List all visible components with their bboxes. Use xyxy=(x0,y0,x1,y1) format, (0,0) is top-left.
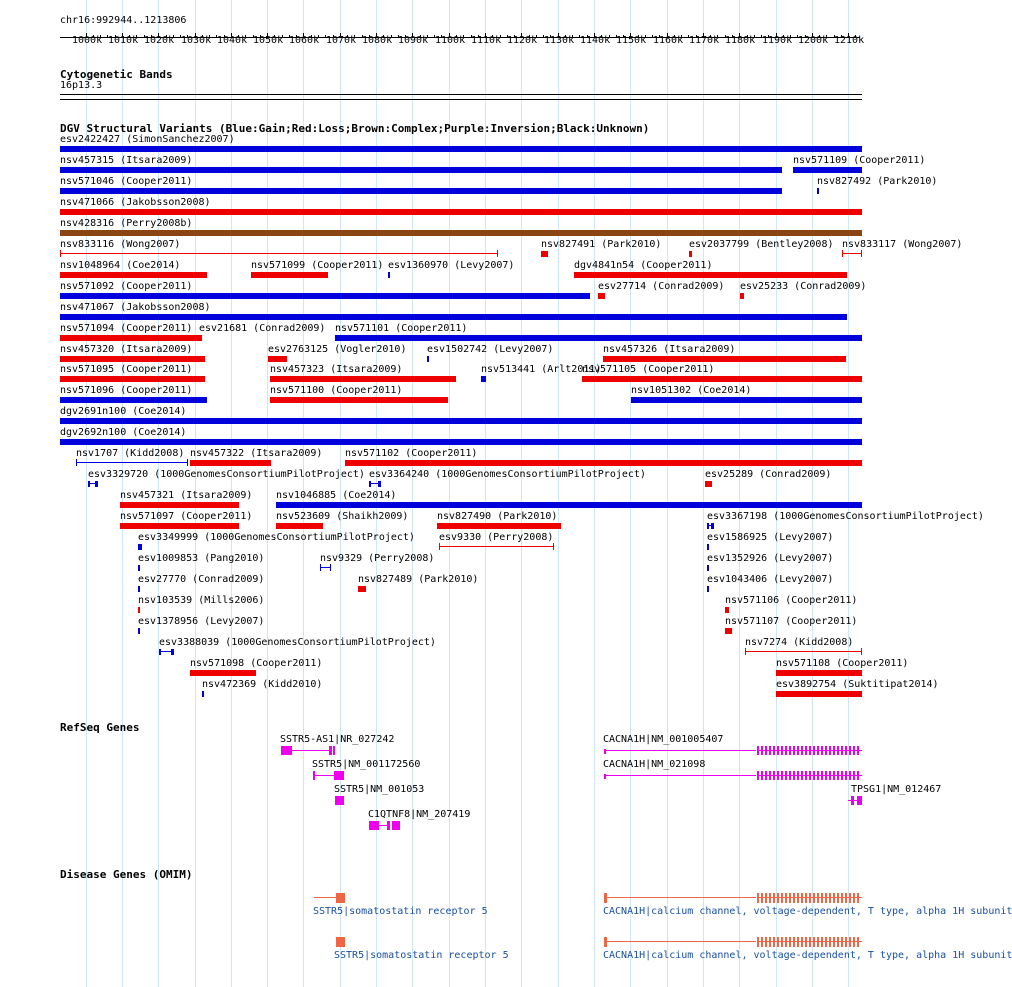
sv-feature-cap[interactable] xyxy=(60,250,61,257)
disease-gene-exon[interactable] xyxy=(809,893,811,903)
ruler-tick-label: 1070k xyxy=(326,35,357,46)
disease-gene-exon[interactable] xyxy=(604,937,607,947)
disease-gene-exon[interactable] xyxy=(801,937,803,947)
sv-label[interactable]: nsv571102 (Cooper2011) xyxy=(345,448,478,459)
sv-feature-bar[interactable] xyxy=(358,586,366,592)
sv-label[interactable]: esv1352926 (Levy2007) xyxy=(707,553,834,564)
sv-feature-bar[interactable] xyxy=(138,586,140,592)
gene-label[interactable]: C1QTNF8|NM_207419 xyxy=(368,809,471,820)
disease-gene-intron[interactable] xyxy=(314,897,336,898)
disease-gene-exon[interactable] xyxy=(853,893,855,903)
sv-label[interactable]: esv3388039 (1000GenomesConsortiumPilotProject) xyxy=(159,637,436,648)
sv-feature-cap[interactable] xyxy=(76,459,77,466)
ruler-tick-label: 1150k xyxy=(616,35,647,46)
disease-gene-exon[interactable] xyxy=(793,893,795,903)
sv-label[interactable]: esv2422427 (SimonSanchez2007) xyxy=(60,134,235,145)
sv-feature-bar[interactable] xyxy=(345,460,862,466)
sv-label[interactable]: nsv571094 (Cooper2011) xyxy=(60,323,193,334)
sv-label[interactable]: nsv1046885 (Coe2014) xyxy=(276,490,397,501)
sv-feature-bar[interactable] xyxy=(689,251,692,257)
ruler-tick-label: 1130k xyxy=(544,35,575,46)
disease-gene-exon[interactable] xyxy=(825,893,827,903)
sv-label[interactable]: esv21681 (Conrad2009) xyxy=(199,323,326,334)
sv-feature-bar[interactable] xyxy=(120,523,239,529)
cytoband-band-top[interactable] xyxy=(60,94,862,95)
gene-exon[interactable] xyxy=(335,796,344,805)
sv-feature-bar[interactable] xyxy=(707,544,709,550)
sv-label[interactable]: nsv471066 (Jakobsson2008) xyxy=(60,197,211,208)
sv-label[interactable]: nsv571105 (Cooper2011) xyxy=(582,364,715,375)
region-label: chr16:992944..1213806 xyxy=(60,15,187,26)
sv-label[interactable]: nsv571096 (Cooper2011) xyxy=(60,385,193,396)
sv-feature-line[interactable] xyxy=(842,253,862,254)
disease-gene-exon[interactable] xyxy=(789,937,791,947)
sv-feature-line[interactable] xyxy=(60,253,498,254)
sv-label[interactable]: nsv523609 (Shaikh2009) xyxy=(276,511,409,522)
sv-feature-line[interactable] xyxy=(76,462,188,463)
cytoband-label: 16p13.3 xyxy=(60,80,103,91)
sv-feature-bar[interactable] xyxy=(60,418,862,424)
sv-feature-bar[interactable] xyxy=(268,356,287,362)
gene-exon[interactable] xyxy=(281,746,292,755)
gene-exon[interactable] xyxy=(369,821,379,830)
sv-feature-bar[interactable] xyxy=(60,314,847,320)
sv-label[interactable]: nsv833116 (Wong2007) xyxy=(60,239,181,250)
sv-feature-cap[interactable] xyxy=(330,564,331,571)
sv-feature-bar[interactable] xyxy=(190,460,271,466)
sv-feature-line[interactable] xyxy=(439,546,553,547)
sv-feature-bar[interactable] xyxy=(276,523,323,529)
ruler-tick-label: 1190k xyxy=(762,35,793,46)
disease-gene-exon[interactable] xyxy=(849,893,851,903)
track-title-refseq[interactable]: RefSeq Genes xyxy=(60,721,140,734)
gene-exon[interactable] xyxy=(387,821,390,830)
disease-gene-intron[interactable] xyxy=(757,941,862,942)
sv-label[interactable]: nsv571108 (Cooper2011) xyxy=(776,658,909,669)
disease-gene-exon[interactable] xyxy=(825,937,827,947)
ruler-tick-label: 1050k xyxy=(253,35,284,46)
disease-gene-exon[interactable] xyxy=(777,937,779,947)
sv-label[interactable]: nsv471067 (Jakobsson2008) xyxy=(60,302,211,313)
sv-feature-bar[interactable] xyxy=(60,335,201,341)
sv-feature-cap[interactable] xyxy=(439,543,440,550)
sv-feature-bar[interactable] xyxy=(60,230,862,236)
disease-gene-exon[interactable] xyxy=(841,893,843,903)
sv-feature-cap[interactable] xyxy=(842,250,843,257)
ruler-tick-label: 1110k xyxy=(471,35,502,46)
disease-gene-exon[interactable] xyxy=(773,937,775,947)
sv-label[interactable]: nsv457326 (Itsara2009) xyxy=(603,344,736,355)
disease-gene-exon[interactable] xyxy=(821,893,823,903)
gene-label[interactable]: SSTR5|NM_001053 xyxy=(334,784,425,795)
disease-gene-exon[interactable] xyxy=(781,893,783,903)
sv-label[interactable]: nsv571099 (Cooper2011) xyxy=(251,260,384,271)
sv-feature-bar[interactable] xyxy=(138,628,140,634)
disease-gene-exon[interactable] xyxy=(757,937,759,947)
ruler-tick-label: 1000k xyxy=(72,35,103,46)
sv-feature-bar[interactable] xyxy=(335,335,862,341)
disease-gene-intron[interactable] xyxy=(606,941,756,942)
disease-gene-exon[interactable] xyxy=(785,893,787,903)
gene-exon[interactable] xyxy=(333,746,335,755)
sv-feature-bar[interactable] xyxy=(199,335,202,341)
disease-gene-exon[interactable] xyxy=(817,937,819,947)
disease-gene-exon[interactable] xyxy=(813,937,815,947)
sv-label[interactable]: esv2037799 (Bentley2008) xyxy=(689,239,834,250)
sv-label[interactable]: nsv7274 (Kidd2008) xyxy=(745,637,854,648)
disease-gene-exon[interactable] xyxy=(769,893,771,903)
disease-gene-label[interactable]: SSTR5|somatostatin receptor 5 xyxy=(334,950,509,961)
sv-feature-cap[interactable] xyxy=(745,648,746,655)
sv-feature-bar[interactable] xyxy=(60,146,862,152)
track-title-dgv[interactable]: DGV Structural Variants (Blue:Gain;Red:Loss;Brown:Complex;Purple:Inversion;Black:Unknown) xyxy=(60,122,650,135)
disease-gene-exon[interactable] xyxy=(785,937,787,947)
sv-feature-cap[interactable] xyxy=(553,543,554,550)
disease-gene-exon[interactable] xyxy=(336,893,345,903)
disease-gene-exon[interactable] xyxy=(805,937,807,947)
disease-gene-label[interactable]: CACNA1H|calcium channel, voltage-dependent, T type, alpha 1H subunit xyxy=(603,950,1012,961)
gene-exon[interactable] xyxy=(329,746,332,755)
sv-feature-bar[interactable] xyxy=(138,544,142,550)
ruler-tick-label: 1040k xyxy=(217,35,248,46)
sv-label[interactable]: esv2763125 (Vogler2010) xyxy=(268,344,407,355)
sv-feature-bar[interactable] xyxy=(437,523,561,529)
gene-intron[interactable] xyxy=(757,750,862,751)
sv-label[interactable]: nsv1051302 (Coe2014) xyxy=(631,385,752,396)
sv-feature-bar[interactable] xyxy=(60,293,590,299)
disease-gene-intron[interactable] xyxy=(606,897,756,898)
sv-feature-line[interactable] xyxy=(745,651,862,652)
sv-label[interactable]: esv3892754 (Suktitipat2014) xyxy=(776,679,939,690)
disease-gene-exon[interactable] xyxy=(761,937,763,947)
sv-label[interactable]: nsv457321 (Itsara2009) xyxy=(120,490,253,501)
sv-feature-bar[interactable] xyxy=(190,670,256,676)
sv-label[interactable]: dgv2691n100 (Coe2014) xyxy=(60,406,187,417)
ruler-tick-label: 1170k xyxy=(689,35,720,46)
disease-gene-exon[interactable] xyxy=(801,893,803,903)
sv-label[interactable]: esv25289 (Conrad2009) xyxy=(705,469,832,480)
disease-gene-exon[interactable] xyxy=(809,937,811,947)
sv-label[interactable]: nsv571107 (Cooper2011) xyxy=(725,616,858,627)
sv-feature-block[interactable] xyxy=(369,481,371,487)
sv-feature-bar[interactable] xyxy=(707,565,709,571)
sv-label[interactable]: nsv827491 (Park2010) xyxy=(541,239,662,250)
sv-feature-block[interactable] xyxy=(707,523,709,529)
sv-label[interactable]: nsv571095 (Cooper2011) xyxy=(60,364,193,375)
sv-label[interactable]: esv25233 (Conrad2009) xyxy=(740,281,867,292)
sv-feature-bar[interactable] xyxy=(138,607,140,613)
cytoband-band-bottom[interactable] xyxy=(60,99,862,100)
disease-gene-exon[interactable] xyxy=(833,937,835,947)
sv-feature-bar[interactable] xyxy=(603,356,846,362)
sv-feature-bar[interactable] xyxy=(740,293,744,299)
disease-gene-exon[interactable] xyxy=(777,893,779,903)
sv-label[interactable]: esv1360970 (Levy2007) xyxy=(388,260,515,271)
gene-label[interactable]: SSTR5|NM_001172560 xyxy=(312,759,421,770)
sv-feature-bar[interactable] xyxy=(270,376,456,382)
disease-gene-label[interactable]: SSTR5|somatostatin receptor 5 xyxy=(313,906,488,917)
sv-feature-cap[interactable] xyxy=(861,250,862,257)
ruler-tick-label: 1210k xyxy=(834,35,865,46)
disease-gene-exon[interactable] xyxy=(805,893,807,903)
track-title-omim[interactable]: Disease Genes (OMIM) xyxy=(60,868,193,881)
sv-label[interactable]: nsv428316 (Perry2008b) xyxy=(60,218,193,229)
sv-label[interactable]: nsv571101 (Cooper2011) xyxy=(335,323,468,334)
gene-exon[interactable] xyxy=(334,771,344,780)
disease-gene-exon[interactable] xyxy=(817,893,819,903)
sv-feature-bar[interactable] xyxy=(793,167,862,173)
sv-feature-bar[interactable] xyxy=(427,356,429,362)
gene-intron[interactable] xyxy=(292,750,332,751)
disease-gene-exon[interactable] xyxy=(841,937,843,947)
disease-gene-exon[interactable] xyxy=(789,893,791,903)
sv-feature-bar[interactable] xyxy=(574,272,847,278)
track-title-cytobands[interactable]: Cytogenetic Bands xyxy=(60,68,173,81)
sv-label[interactable]: esv27770 (Conrad2009) xyxy=(138,574,265,585)
sv-label[interactable]: dgv2692n100 (Coe2014) xyxy=(60,427,187,438)
sv-label[interactable]: nsv1048964 (Coe2014) xyxy=(60,260,181,271)
sv-feature-bar[interactable] xyxy=(776,670,862,676)
sv-feature-bar[interactable] xyxy=(60,397,207,403)
disease-gene-exon[interactable] xyxy=(857,937,859,947)
disease-gene-exon[interactable] xyxy=(797,937,799,947)
disease-gene-exon[interactable] xyxy=(837,893,839,903)
sv-label[interactable]: nsv571100 (Cooper2011) xyxy=(270,385,403,396)
sv-label[interactable]: esv1586925 (Levy2007) xyxy=(707,532,834,543)
sv-feature-block[interactable] xyxy=(711,523,714,529)
sv-feature-cap[interactable] xyxy=(187,459,188,466)
sv-feature-bar[interactable] xyxy=(60,272,207,278)
sv-feature-block[interactable] xyxy=(88,481,90,487)
ruler-tick-label: 1060k xyxy=(289,35,320,46)
sv-label[interactable]: nsv571109 (Cooper2011) xyxy=(793,155,926,166)
gene-intron[interactable] xyxy=(606,775,756,776)
sv-label[interactable]: nsv827489 (Park2010) xyxy=(358,574,479,585)
sv-label[interactable]: nsv472369 (Kidd2010) xyxy=(202,679,323,690)
gene-exon[interactable] xyxy=(392,821,400,830)
gene-exon[interactable] xyxy=(857,796,862,805)
disease-gene-exon[interactable] xyxy=(793,937,795,947)
gene-label[interactable]: SSTR5-AS1|NR_027242 xyxy=(280,734,395,745)
disease-gene-exon[interactable] xyxy=(769,937,771,947)
disease-gene-exon[interactable] xyxy=(797,893,799,903)
ruler-tick-label: 1010k xyxy=(108,35,139,46)
sv-feature-bar[interactable] xyxy=(251,272,328,278)
gene-label[interactable]: CACNA1H|NM_001005407 xyxy=(603,734,724,745)
sv-feature-block[interactable] xyxy=(159,649,161,655)
disease-gene-exon[interactable] xyxy=(604,893,607,903)
sv-feature-block[interactable] xyxy=(171,649,174,655)
disease-gene-exon[interactable] xyxy=(853,937,855,947)
disease-gene-exon[interactable] xyxy=(845,893,847,903)
gene-label[interactable]: CACNA1H|NM_021098 xyxy=(603,759,706,770)
sv-label[interactable]: esv3329720 (1000GenomesConsortiumPilotProject) xyxy=(88,469,365,480)
sv-label[interactable]: nsv457323 (Itsara2009) xyxy=(270,364,403,375)
sv-label[interactable]: nsv457320 (Itsara2009) xyxy=(60,344,193,355)
disease-gene-exon[interactable] xyxy=(336,937,345,947)
sv-feature-bar[interactable] xyxy=(817,188,819,194)
disease-gene-exon[interactable] xyxy=(781,937,783,947)
gene-intron[interactable] xyxy=(315,775,335,776)
sv-label[interactable]: dgv4841n54 (Cooper2011) xyxy=(574,260,713,271)
disease-gene-exon[interactable] xyxy=(757,893,759,903)
sv-label[interactable]: nsv457322 (Itsara2009) xyxy=(190,448,323,459)
sv-label[interactable]: esv9330 (Perry2008) xyxy=(439,532,554,543)
disease-gene-intron[interactable] xyxy=(757,897,862,898)
sv-label[interactable]: nsv513441 (Arlt2011) xyxy=(481,364,602,375)
sv-feature-bar[interactable] xyxy=(705,481,712,487)
sv-label[interactable]: nsv9329 (Perry2008) xyxy=(320,553,435,564)
sv-feature-cap[interactable] xyxy=(320,564,321,571)
sv-feature-bar[interactable] xyxy=(60,188,782,194)
sv-feature-bar[interactable] xyxy=(598,293,605,299)
sv-label[interactable]: esv3349999 (1000GenomesConsortiumPilotProject) xyxy=(138,532,415,543)
sv-feature-bar[interactable] xyxy=(60,167,782,173)
ruler-tick-label: 1090k xyxy=(398,35,429,46)
sv-label[interactable]: esv1009853 (Pang2010) xyxy=(138,553,265,564)
sv-feature-cap[interactable] xyxy=(497,250,498,257)
ruler-tick-label: 1160k xyxy=(653,35,684,46)
ruler-tick-label: 1020k xyxy=(144,35,175,46)
disease-gene-exon[interactable] xyxy=(829,893,831,903)
sv-feature-block[interactable] xyxy=(95,481,98,487)
sv-feature-bar[interactable] xyxy=(481,376,486,382)
ruler-tick-label: 1120k xyxy=(507,35,538,46)
ruler-tick-label: 1180k xyxy=(725,35,756,46)
sv-feature-bar[interactable] xyxy=(276,502,862,508)
sv-label[interactable]: nsv833117 (Wong2007) xyxy=(842,239,963,250)
sv-feature-bar[interactable] xyxy=(60,376,205,382)
sv-feature-bar[interactable] xyxy=(631,397,862,403)
sv-feature-bar[interactable] xyxy=(582,376,862,382)
disease-gene-exon[interactable] xyxy=(813,893,815,903)
sv-label[interactable]: esv3367198 (1000GenomesConsortiumPilotProject) xyxy=(707,511,984,522)
ruler-tick-label: 1200k xyxy=(798,35,829,46)
sv-feature-bar[interactable] xyxy=(138,565,140,571)
ruler-tick-label: 1080k xyxy=(362,35,393,46)
sv-feature-bar[interactable] xyxy=(60,209,862,215)
disease-gene-label[interactable]: CACNA1H|calcium channel, voltage-dependent, T type, alpha 1H subunit xyxy=(603,906,1012,917)
sv-label[interactable]: esv1378956 (Levy2007) xyxy=(138,616,265,627)
disease-gene-exon[interactable] xyxy=(765,937,767,947)
gene-intron[interactable] xyxy=(757,775,862,776)
sv-feature-bar[interactable] xyxy=(60,439,862,445)
disease-gene-exon[interactable] xyxy=(829,937,831,947)
sv-label[interactable]: esv27714 (Conrad2009) xyxy=(598,281,725,292)
disease-gene-exon[interactable] xyxy=(837,937,839,947)
sv-feature-bar[interactable] xyxy=(541,251,548,257)
gene-intron[interactable] xyxy=(379,825,387,826)
sv-label[interactable]: nsv571106 (Cooper2011) xyxy=(725,595,858,606)
disease-gene-exon[interactable] xyxy=(773,893,775,903)
sv-label[interactable]: nsv571046 (Cooper2011) xyxy=(60,176,193,187)
sv-label[interactable]: esv1043406 (Levy2007) xyxy=(707,574,834,585)
disease-gene-exon[interactable] xyxy=(821,937,823,947)
ruler-tick-label: 1100k xyxy=(435,35,466,46)
sv-label[interactable]: nsv1707 (Kidd2008) xyxy=(76,448,185,459)
sv-label[interactable]: nsv571098 (Cooper2011) xyxy=(190,658,323,669)
sv-label[interactable]: esv3364240 (1000GenomesConsortiumPilotProject) xyxy=(369,469,646,480)
disease-gene-exon[interactable] xyxy=(857,893,859,903)
disease-gene-exon[interactable] xyxy=(761,893,763,903)
disease-gene-exon[interactable] xyxy=(845,937,847,947)
sv-label[interactable]: nsv827492 (Park2010) xyxy=(817,176,938,187)
sv-feature-bar[interactable] xyxy=(270,397,448,403)
gene-label[interactable]: TPSG1|NM_012467 xyxy=(851,784,942,795)
sv-feature-bar[interactable] xyxy=(725,607,729,613)
ruler-tick-label: 1030k xyxy=(181,35,212,46)
sv-feature-cap[interactable] xyxy=(861,648,862,655)
sv-label[interactable]: nsv571097 (Cooper2011) xyxy=(120,511,253,522)
disease-gene-exon[interactable] xyxy=(765,893,767,903)
sv-feature-bar[interactable] xyxy=(60,356,205,362)
sv-feature-bar[interactable] xyxy=(707,586,709,592)
gene-intron[interactable] xyxy=(606,750,756,751)
sv-label[interactable]: nsv827490 (Park2010) xyxy=(437,511,558,522)
sv-feature-bar[interactable] xyxy=(120,502,239,508)
sv-feature-bar[interactable] xyxy=(388,272,390,278)
sv-feature-block[interactable] xyxy=(378,481,381,487)
sv-feature-bar[interactable] xyxy=(725,628,732,634)
sv-label[interactable]: nsv103539 (Mills2006) xyxy=(138,595,265,606)
sv-label[interactable]: esv1502742 (Levy2007) xyxy=(427,344,554,355)
sv-feature-bar[interactable] xyxy=(776,691,862,697)
disease-gene-exon[interactable] xyxy=(849,937,851,947)
sv-feature-bar[interactable] xyxy=(202,691,204,697)
ruler-tick-label: 1140k xyxy=(580,35,611,46)
sv-label[interactable]: nsv457315 (Itsara2009) xyxy=(60,155,193,166)
sv-label[interactable]: nsv571092 (Cooper2011) xyxy=(60,281,193,292)
disease-gene-exon[interactable] xyxy=(833,893,835,903)
